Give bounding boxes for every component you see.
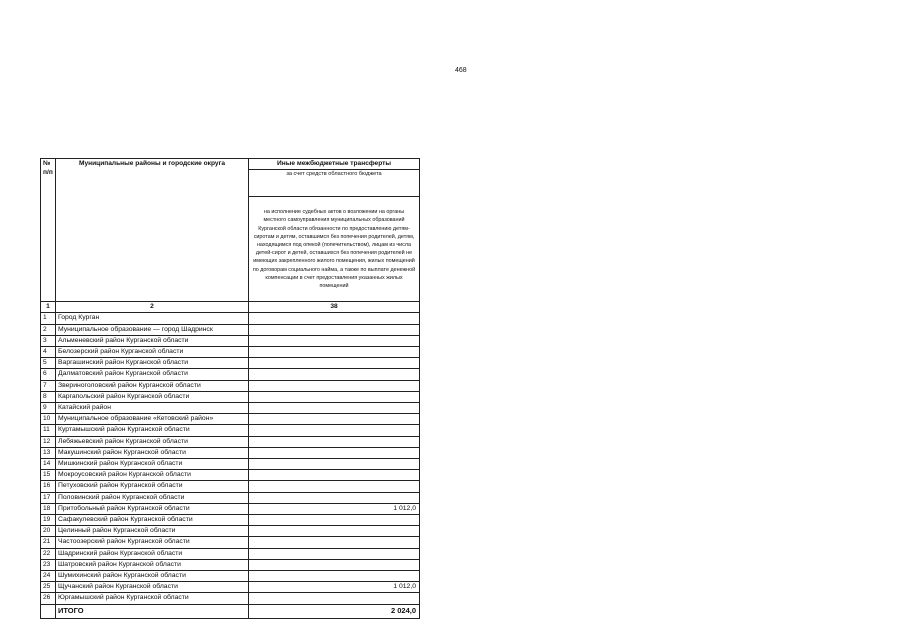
- table-row: [41, 369, 420, 380]
- row-value: [249, 313, 420, 324]
- row-value: [249, 414, 420, 425]
- table-row: [41, 559, 420, 570]
- row-number: 7: [41, 380, 56, 391]
- row-value: 1 012,0: [249, 503, 420, 514]
- row-value: [249, 380, 420, 391]
- row-number: 16: [41, 481, 56, 492]
- table-row: [41, 548, 420, 559]
- row-name: Частоозерский район Курганской области: [56, 537, 249, 548]
- row-name: Мишкинский район Курганской области: [56, 459, 249, 470]
- row-number: 2: [41, 324, 56, 335]
- row-name: Шумихинский район Курганской области: [56, 571, 249, 582]
- table-row: [41, 582, 420, 593]
- total-row: [41, 604, 420, 618]
- total-label: ИТОГО: [56, 604, 249, 618]
- row-value: [249, 369, 420, 380]
- row-number: 14: [41, 459, 56, 470]
- header-subheader: за счет средств областного бюджета: [249, 170, 420, 197]
- row-number: 18: [41, 503, 56, 514]
- table-row: [41, 459, 420, 470]
- row-value: [249, 335, 420, 346]
- total-value: 2 024,0: [249, 604, 420, 618]
- table-row: [41, 515, 420, 526]
- table-row: [41, 335, 420, 346]
- table-row: [41, 324, 420, 335]
- table-row: [41, 403, 420, 414]
- row-name: Город Курган: [56, 313, 249, 324]
- header-num: № п/п: [41, 159, 56, 302]
- row-number: 6: [41, 369, 56, 380]
- row-value: [249, 559, 420, 570]
- row-value: 1 012,0: [249, 582, 420, 593]
- table-row: [41, 593, 420, 604]
- row-value: [249, 571, 420, 582]
- row-name: Шадринский район Курганской области: [56, 548, 249, 559]
- row-name: Каргапольский район Курганской области: [56, 391, 249, 402]
- row-value: [249, 403, 420, 414]
- row-value: [249, 537, 420, 548]
- row-name: Далматовский район Курганской области: [56, 369, 249, 380]
- table-row: [41, 571, 420, 582]
- row-value: [249, 470, 420, 481]
- row-number: 26: [41, 593, 56, 604]
- row-name: Белозерский район Курганской области: [56, 347, 249, 358]
- row-number: 25: [41, 582, 56, 593]
- row-value: [249, 526, 420, 537]
- table-row: [41, 436, 420, 447]
- table-row: [41, 470, 420, 481]
- row-number: 20: [41, 526, 56, 537]
- row-name: Петуховский район Курганской области: [56, 481, 249, 492]
- row-name: Юргамышский район Курганской области: [56, 593, 249, 604]
- row-number: 15: [41, 470, 56, 481]
- table-row: [41, 492, 420, 503]
- row-number: 11: [41, 425, 56, 436]
- column-number-2: 2: [56, 302, 249, 313]
- row-name: Варгашинский район Курганской области: [56, 358, 249, 369]
- row-value: [249, 459, 420, 470]
- row-name: Макушинский район Курганской области: [56, 447, 249, 458]
- row-value: [249, 481, 420, 492]
- row-name: Сафакулевский район Курганской области: [56, 515, 249, 526]
- row-number: 10: [41, 414, 56, 425]
- row-value: [249, 425, 420, 436]
- row-value: [249, 548, 420, 559]
- row-name: Альменевский район Курганской области: [56, 335, 249, 346]
- row-name: Куртамышский район Курганской области: [56, 425, 249, 436]
- row-number: 12: [41, 436, 56, 447]
- table-row: [41, 526, 420, 537]
- table-row: [41, 347, 420, 358]
- row-value: [249, 391, 420, 402]
- transfers-table: [40, 158, 420, 619]
- row-number: 3: [41, 335, 56, 346]
- row-name: Шатровский район Курганской области: [56, 559, 249, 570]
- row-name: Муниципальное образование «Кетовский район»: [56, 414, 249, 425]
- row-name: Целинный район Курганской области: [56, 526, 249, 537]
- row-number: 21: [41, 537, 56, 548]
- table-row: [41, 380, 420, 391]
- row-value: [249, 492, 420, 503]
- row-number: 23: [41, 559, 56, 570]
- row-name: Лебяжьевский район Курганской области: [56, 436, 249, 447]
- column-number-1: 1: [41, 302, 56, 313]
- row-number: 5: [41, 358, 56, 369]
- header-name: Муниципальные районы и городские округа: [56, 159, 249, 302]
- row-value: [249, 436, 420, 447]
- page-number: 468: [455, 67, 467, 74]
- header-transfers: Иные межбюджетные трансферты: [249, 159, 420, 170]
- row-number: 1: [41, 313, 56, 324]
- header-description: на исполнение судебных актов о возложении на органы местного самоуправления муниципальных образований Курганской области обязанности по предоставлению детям-сиротам и детям, оставшимся без попечения родителей, детям, находящимся под опекой (попечительством), лицам из числа детей-сирот и детей, оставшихся без попечения родителей не имеющих закрепленного жилого помещения, жилых помещений по договорам социального найма, а также по выплате денежной компенсации в счет предоставления указанных жилых помещений: [249, 197, 420, 302]
- table-row: [41, 391, 420, 402]
- total-number-cell: [41, 604, 56, 618]
- row-name: Катайский район: [56, 403, 249, 414]
- row-name: Звериноголовский район Курганской области: [56, 380, 249, 391]
- row-name: Притобольный район Курганской области: [56, 503, 249, 514]
- table-row: [41, 414, 420, 425]
- table-row: [41, 503, 420, 514]
- row-number: 17: [41, 492, 56, 503]
- row-name: Муниципальное образование — город Шадринск: [56, 324, 249, 335]
- table-row: [41, 425, 420, 436]
- table-row: [41, 313, 420, 324]
- table-row: [41, 358, 420, 369]
- row-value: [249, 593, 420, 604]
- row-value: [249, 515, 420, 526]
- column-number-3: 38: [249, 302, 420, 313]
- row-name: Мокроусовский район Курганской области: [56, 470, 249, 481]
- table-row: [41, 481, 420, 492]
- row-number: 19: [41, 515, 56, 526]
- row-value: [249, 347, 420, 358]
- row-number: 24: [41, 571, 56, 582]
- row-value: [249, 358, 420, 369]
- table-row: [41, 447, 420, 458]
- row-number: 9: [41, 403, 56, 414]
- row-number: 8: [41, 391, 56, 402]
- row-number: 13: [41, 447, 56, 458]
- row-number: 22: [41, 548, 56, 559]
- row-name: Половинский район Курганской области: [56, 492, 249, 503]
- row-value: [249, 324, 420, 335]
- row-name: Щучанский район Курганской области: [56, 582, 249, 593]
- table-row: [41, 537, 420, 548]
- row-number: 4: [41, 347, 56, 358]
- row-value: [249, 447, 420, 458]
